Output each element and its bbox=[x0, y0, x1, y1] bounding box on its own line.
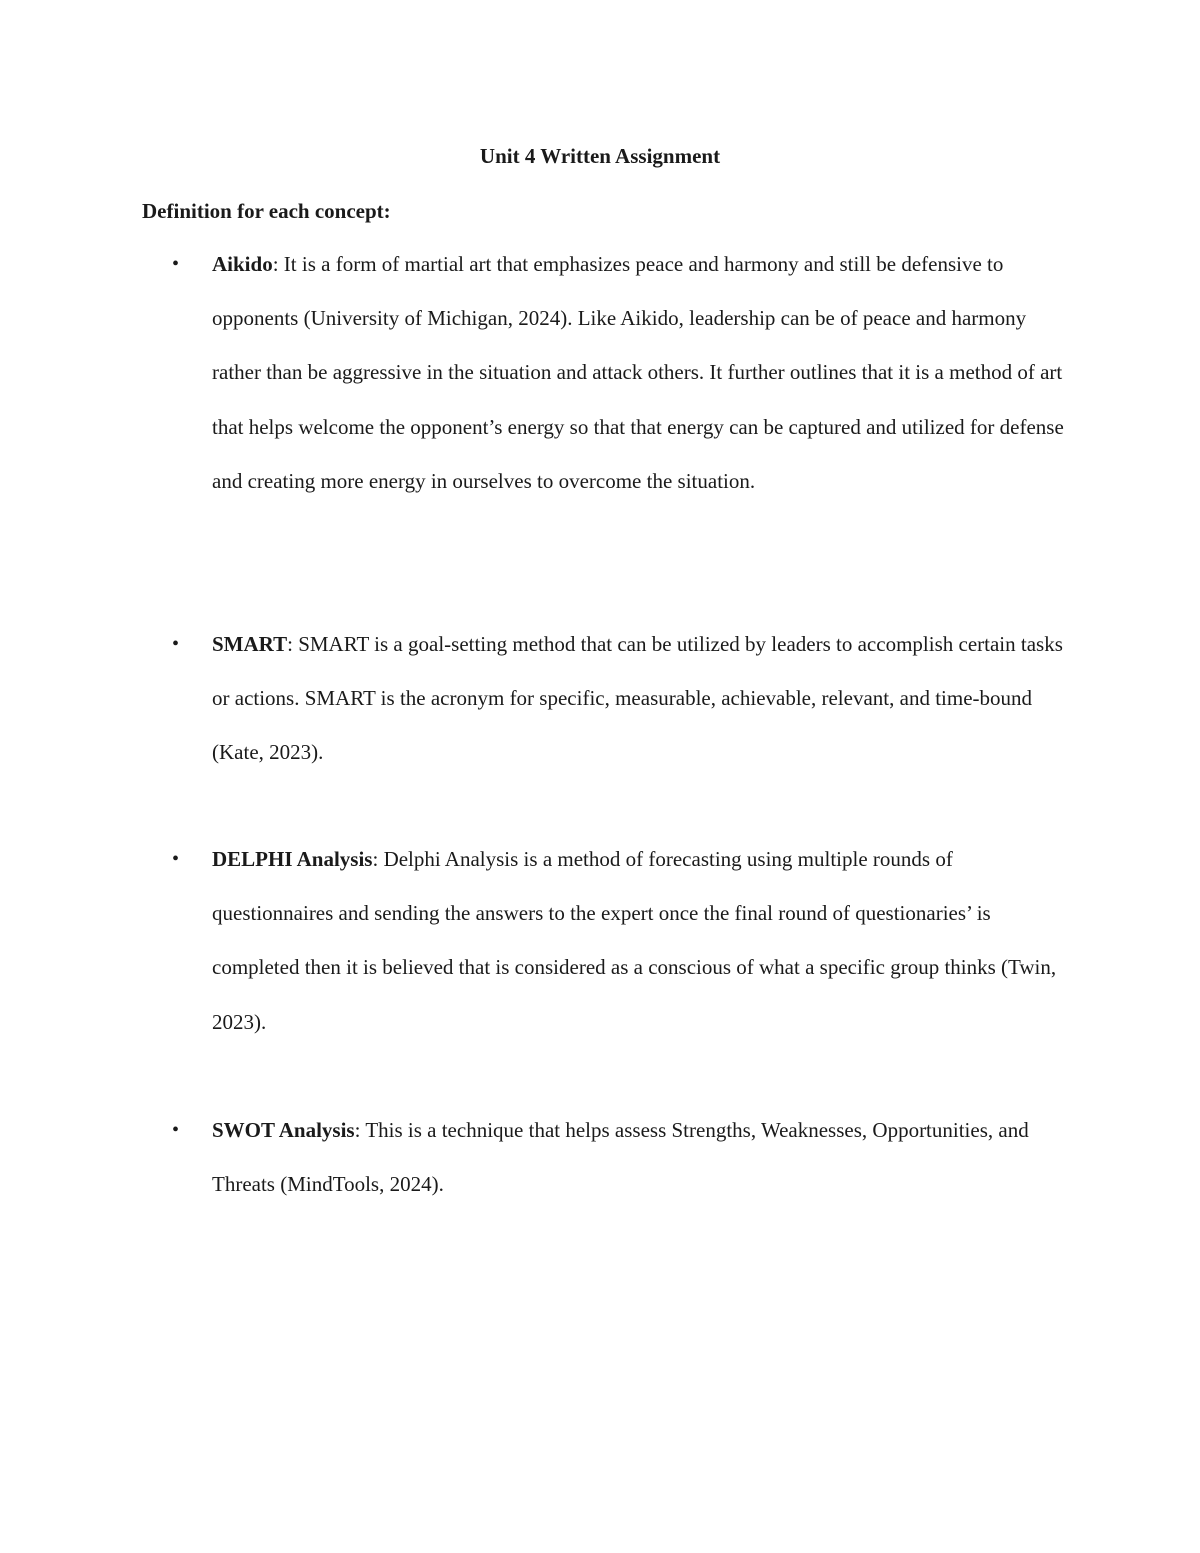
concept-definition: Delphi Analysis is a method of forecasting using multiple rounds of questionnaires and sending the answers to the expert once the final round of questionaries’ is completed then it is believed that is considered as a conscious of what a specific group thinks (Twin, 2023). bbox=[212, 847, 1057, 1034]
concept-term: SMART bbox=[212, 632, 288, 656]
term-separator: : bbox=[272, 252, 284, 276]
section-heading: Definition for each concept: bbox=[142, 199, 391, 223]
concept-definition: This is a technique that helps assess Strengths, Weaknesses, Opportunities, and Threats (MindTools, 2024). bbox=[212, 1118, 1029, 1197]
bullet-icon: • bbox=[172, 253, 180, 275]
concept-term: SWOT Analysis bbox=[212, 1118, 355, 1142]
term-separator: : bbox=[372, 847, 384, 871]
bullet-icon: • bbox=[172, 633, 180, 655]
concept-item-swot bbox=[172, 1103, 1072, 1211]
term-separator: : bbox=[354, 1118, 366, 1142]
concept-definition: SMART is a goal-setting method that can be utilized by leaders to accomplish certain tasks or actions. SMART is the acronym for specific, measurable, achievable, relevant, and time-bound (Kate, 2023). bbox=[212, 632, 1063, 765]
term-separator: : bbox=[287, 632, 299, 656]
concept-item-aikido bbox=[172, 237, 1072, 508]
concept-term: Aikido bbox=[212, 252, 273, 276]
document-title: Unit 4 Written Assignment bbox=[479, 144, 721, 168]
concept-item-smart bbox=[172, 617, 1072, 780]
concept-term: DELPHI Analysis bbox=[212, 847, 373, 871]
concept-item-delphi bbox=[172, 832, 1072, 1049]
concept-definition: It is a form of martial art that emphasizes peace and harmony and still be defensive to opponents (University of Michigan, 2024). Like Aikido, leadership can be of peace and harmony rather than be aggressive in the situation and attack others. It further outlines that it is a method of art that helps welcome the opponent’s energy so that that energy can be captured and utilized for defense and creating more energy in ourselves to overcome the situation. bbox=[212, 252, 1064, 493]
bullet-icon: • bbox=[172, 1119, 180, 1141]
bullet-icon: • bbox=[172, 848, 180, 870]
